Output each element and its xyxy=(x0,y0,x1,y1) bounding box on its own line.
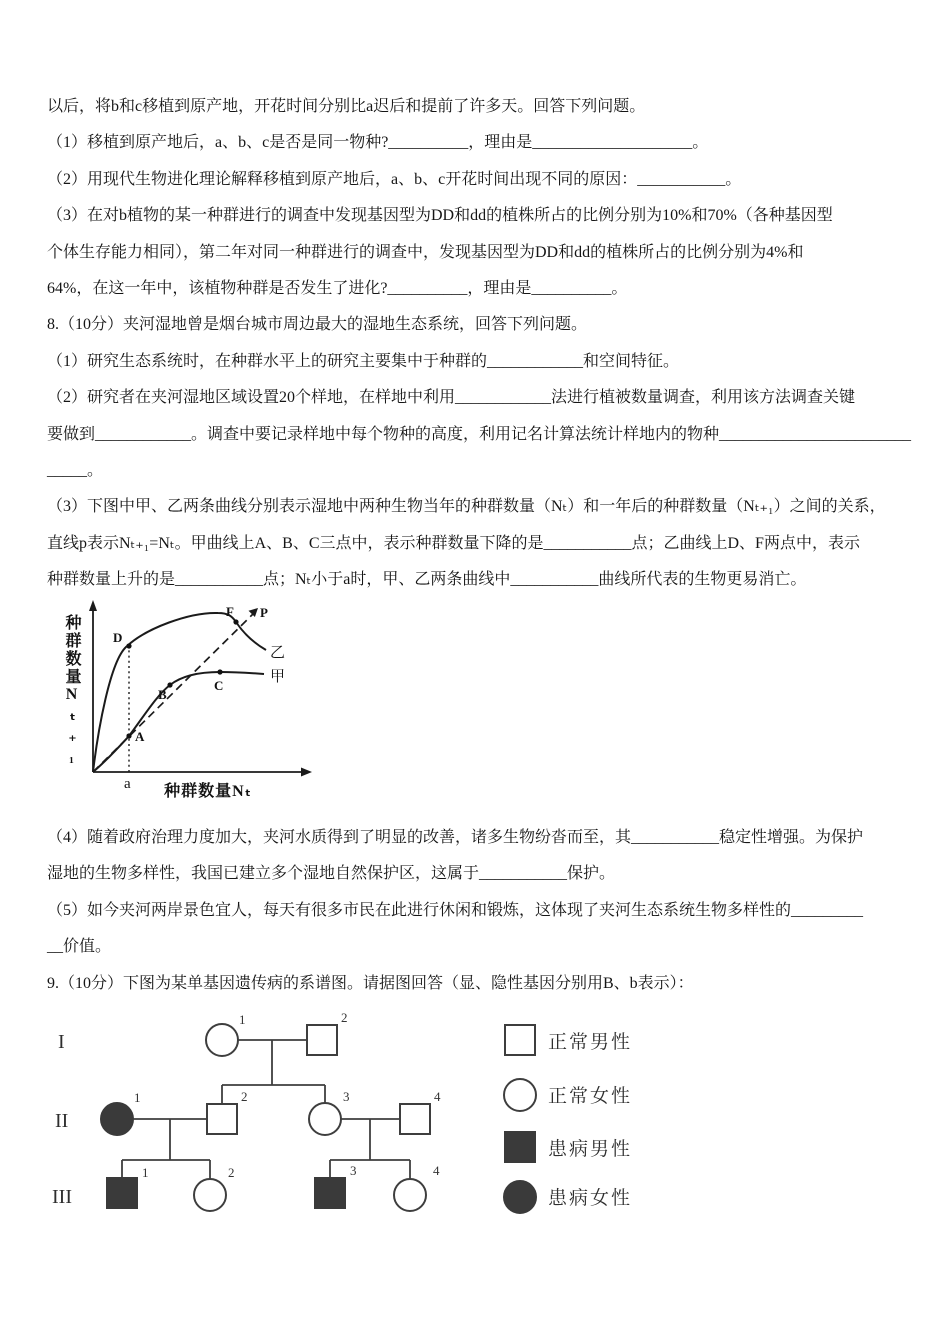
individual-III-1-affected-male xyxy=(107,1178,137,1208)
point-C-dot xyxy=(217,669,222,674)
generation-II-label: II xyxy=(55,1110,69,1132)
point-C-label: C xyxy=(214,678,224,693)
legend-affected-female-label: 患病女性 xyxy=(548,1188,633,1209)
pedigree-figure xyxy=(50,1005,710,1245)
text-line: （2）用现代生物进化理论解释移植到原产地后，a、b、c开花时间出现不同的原因：___________。 xyxy=(47,170,742,188)
legend-normal-female-symbol xyxy=(504,1079,536,1111)
legend-normal-male-label: 正常男性 xyxy=(548,1032,633,1053)
x-axis-arrow xyxy=(301,768,312,777)
individual-number: 3 xyxy=(350,1163,357,1178)
text-line: 种群数量上升的是___________点；Nₜ小于a时，甲、乙两条曲线中___________曲线所代表的生物更易消亡。 xyxy=(47,571,807,589)
text-line: 直线p表示Nₜ₊₁=Nₜ。甲曲线上A、B、C三点中，表示种群数量下降的是___________点；乙曲线上D、F两点中，表示 xyxy=(47,534,860,552)
population-growth-graph xyxy=(58,600,358,810)
question-9-heading: 9.（10分）下图为某单基因遗传病的系谱图。请据图回答（显、隐性基因分别用B、b表示）： xyxy=(47,974,694,992)
individual-number: 3 xyxy=(343,1089,350,1104)
generation-III-label: III xyxy=(52,1186,72,1208)
text-line: （2）研究者在夹河湿地区域设置20个样地，在样地中利用____________法进行植被数量调查，利用该方法调查关键 xyxy=(47,389,856,407)
individual-III-2-normal-female xyxy=(194,1179,226,1211)
point-F-dot xyxy=(233,619,238,624)
text-line: 个体生存能力相同），第二年对同一种群进行的调查中，发现基因型为DD和dd的植株所占的比例分别为4%和 xyxy=(47,243,804,261)
text-line: __价值。 xyxy=(47,938,112,956)
text-line: （3）下图中甲、乙两条曲线分别表示湿地中两种生物当年的种群数量（Nₜ）和一年后的种群数量（Nₜ₊₁）之间的关系， xyxy=(47,498,886,516)
individual-number: 2 xyxy=(241,1089,248,1104)
legend-normal-female-label: 正常女性 xyxy=(548,1086,633,1107)
legend-normal-male-symbol xyxy=(505,1025,535,1055)
generation-I-label: I xyxy=(58,1031,65,1053)
line-p-arrow xyxy=(249,608,259,617)
legend-affected-male-symbol xyxy=(505,1132,535,1162)
individual-II-1-affected-female xyxy=(101,1103,133,1135)
curve-yi-label: 乙 xyxy=(270,645,286,661)
individual-I-1-normal-female xyxy=(206,1024,238,1056)
question-text-lower xyxy=(47,820,910,1002)
growth-curve-figure xyxy=(58,600,358,810)
pedigree-chart xyxy=(50,1005,710,1245)
y-axis-arrow xyxy=(89,600,97,611)
point-P-label: P xyxy=(260,605,268,620)
text-line: _____。 xyxy=(47,461,104,479)
individual-number: 1 xyxy=(142,1165,149,1180)
individual-number: 2 xyxy=(341,1010,348,1025)
legend-affected-male-label: 患病男性 xyxy=(548,1139,633,1160)
text-line: 64%，在这一年中，该植物种群是否发生了进化?__________，理由是__________。 xyxy=(47,279,628,297)
x-tick-a: a xyxy=(124,776,131,792)
graph-y-axis-label: 种群数量Nₜ₊₁ xyxy=(63,614,80,766)
individual-II-3-normal-female xyxy=(309,1103,341,1135)
point-A-label: A xyxy=(135,729,145,744)
individual-number: 4 xyxy=(433,1163,440,1178)
graph-x-axis-label: 种群数量Nₜ xyxy=(164,783,252,800)
legend-affected-female-symbol xyxy=(504,1181,536,1213)
individual-III-4-normal-female xyxy=(394,1179,426,1211)
individual-number: 1 xyxy=(134,1090,141,1105)
point-B-label: B xyxy=(158,687,167,702)
text-line: （3）在对b植物的某一种群进行的调查中发现基因型为DD和dd的植株所占的比例分别为10%和70%（各种基因型 xyxy=(47,207,833,225)
text-line: （1）研究生态系统时，在种群水平上的研究主要集中于种群的____________和空间特征。 xyxy=(47,352,680,370)
individual-I-2-normal-male xyxy=(307,1025,337,1055)
point-A-dot xyxy=(126,733,131,738)
point-F-label: F xyxy=(226,604,234,619)
individual-II-4-normal-male xyxy=(400,1104,430,1134)
individual-number: 4 xyxy=(434,1089,441,1104)
individual-number: 1 xyxy=(239,1012,246,1027)
text-line: 以后，将b和c移植到原产地，开花时间分别比a迟后和提前了许多天。回答下列问题。 xyxy=(47,98,646,115)
point-B-dot xyxy=(167,682,172,687)
text-line: （1）移植到原产地后，a、b、c是否是同一物种?__________，理由是____________________。 xyxy=(47,134,709,152)
question-text-upper xyxy=(47,89,910,598)
text-line: （4）随着政府治理力度加大，夹河水质得到了明显的改善，诸多生物纷沓而至，其___________稳定性增强。为保护 xyxy=(47,829,864,846)
individual-II-2-normal-male xyxy=(207,1104,237,1134)
text-line: （5）如今夹河两岸景色宜人，每天有很多市民在此进行休闲和锻炼，这体现了夹河生态系统生物多样性的_________ xyxy=(47,901,864,919)
text-line: 要做到____________。调查中要记录样地中每个物种的高度，利用记名计算法统计样地内的物种________________________ xyxy=(47,425,912,443)
point-D-label: D xyxy=(113,630,123,645)
individual-III-3-affected-male xyxy=(315,1178,345,1208)
point-D-dot xyxy=(126,643,131,648)
curve-jia-label: 甲 xyxy=(270,669,286,685)
individual-number: 2 xyxy=(228,1165,235,1180)
question-8-heading: 8.（10分）夹河湿地曾是烟台城市周边最大的湿地生态系统，回答下列问题。 xyxy=(47,316,588,334)
text-line: 湿地的生物多样性，我国已建立多个湿地自然保护区，这属于___________保护。 xyxy=(47,865,616,883)
